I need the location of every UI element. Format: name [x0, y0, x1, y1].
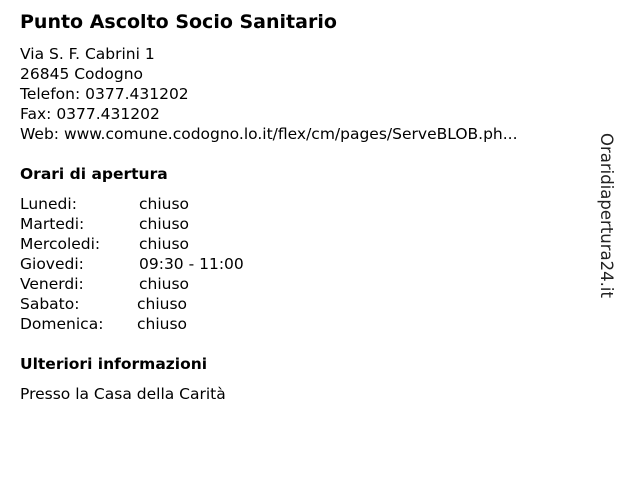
address-block — [20, 44, 518, 144]
hours-value: chiuso — [139, 275, 190, 293]
day-label: Lunedi: — [20, 195, 77, 213]
page-title: Punto Ascolto Socio Sanitario — [20, 11, 337, 33]
hours-value: chiuso — [139, 235, 190, 253]
hours-value: chiuso — [137, 295, 188, 313]
additional-info-text: Presso la Casa della Carità — [20, 385, 226, 403]
city: 26845 Codogno — [20, 65, 144, 83]
phone-number: Telefon: 0377.431202 — [20, 85, 189, 103]
street-address: Via S. F. Cabrini 1 — [20, 45, 155, 63]
hours-value: chiuso — [139, 195, 190, 213]
day-label: Domenica: — [20, 315, 104, 333]
fax-number: Fax: 0377.431202 — [20, 105, 160, 123]
watermark-text: Oraridiapertura24.it — [597, 133, 616, 298]
opening-hours-heading: Orari di apertura — [20, 165, 168, 183]
hours-value: chiuso — [137, 315, 188, 333]
day-label: Martedi: — [20, 215, 85, 233]
day-label: Mercoledi: — [20, 235, 101, 253]
hours-value: 09:30 - 11:00 — [139, 255, 244, 273]
day-label: Sabato: — [20, 295, 80, 313]
additional-info-heading: Ulteriori informazioni — [20, 355, 208, 373]
hours-value: chiuso — [139, 215, 190, 233]
website-link[interactable]: Web: www.comune.codogno.lo.it/flex/cm/pages/ServeBLOB.ph... — [20, 125, 518, 143]
day-label: Giovedi: — [20, 255, 84, 273]
site-watermark — [597, 133, 638, 313]
day-label: Venerdi: — [20, 275, 84, 293]
